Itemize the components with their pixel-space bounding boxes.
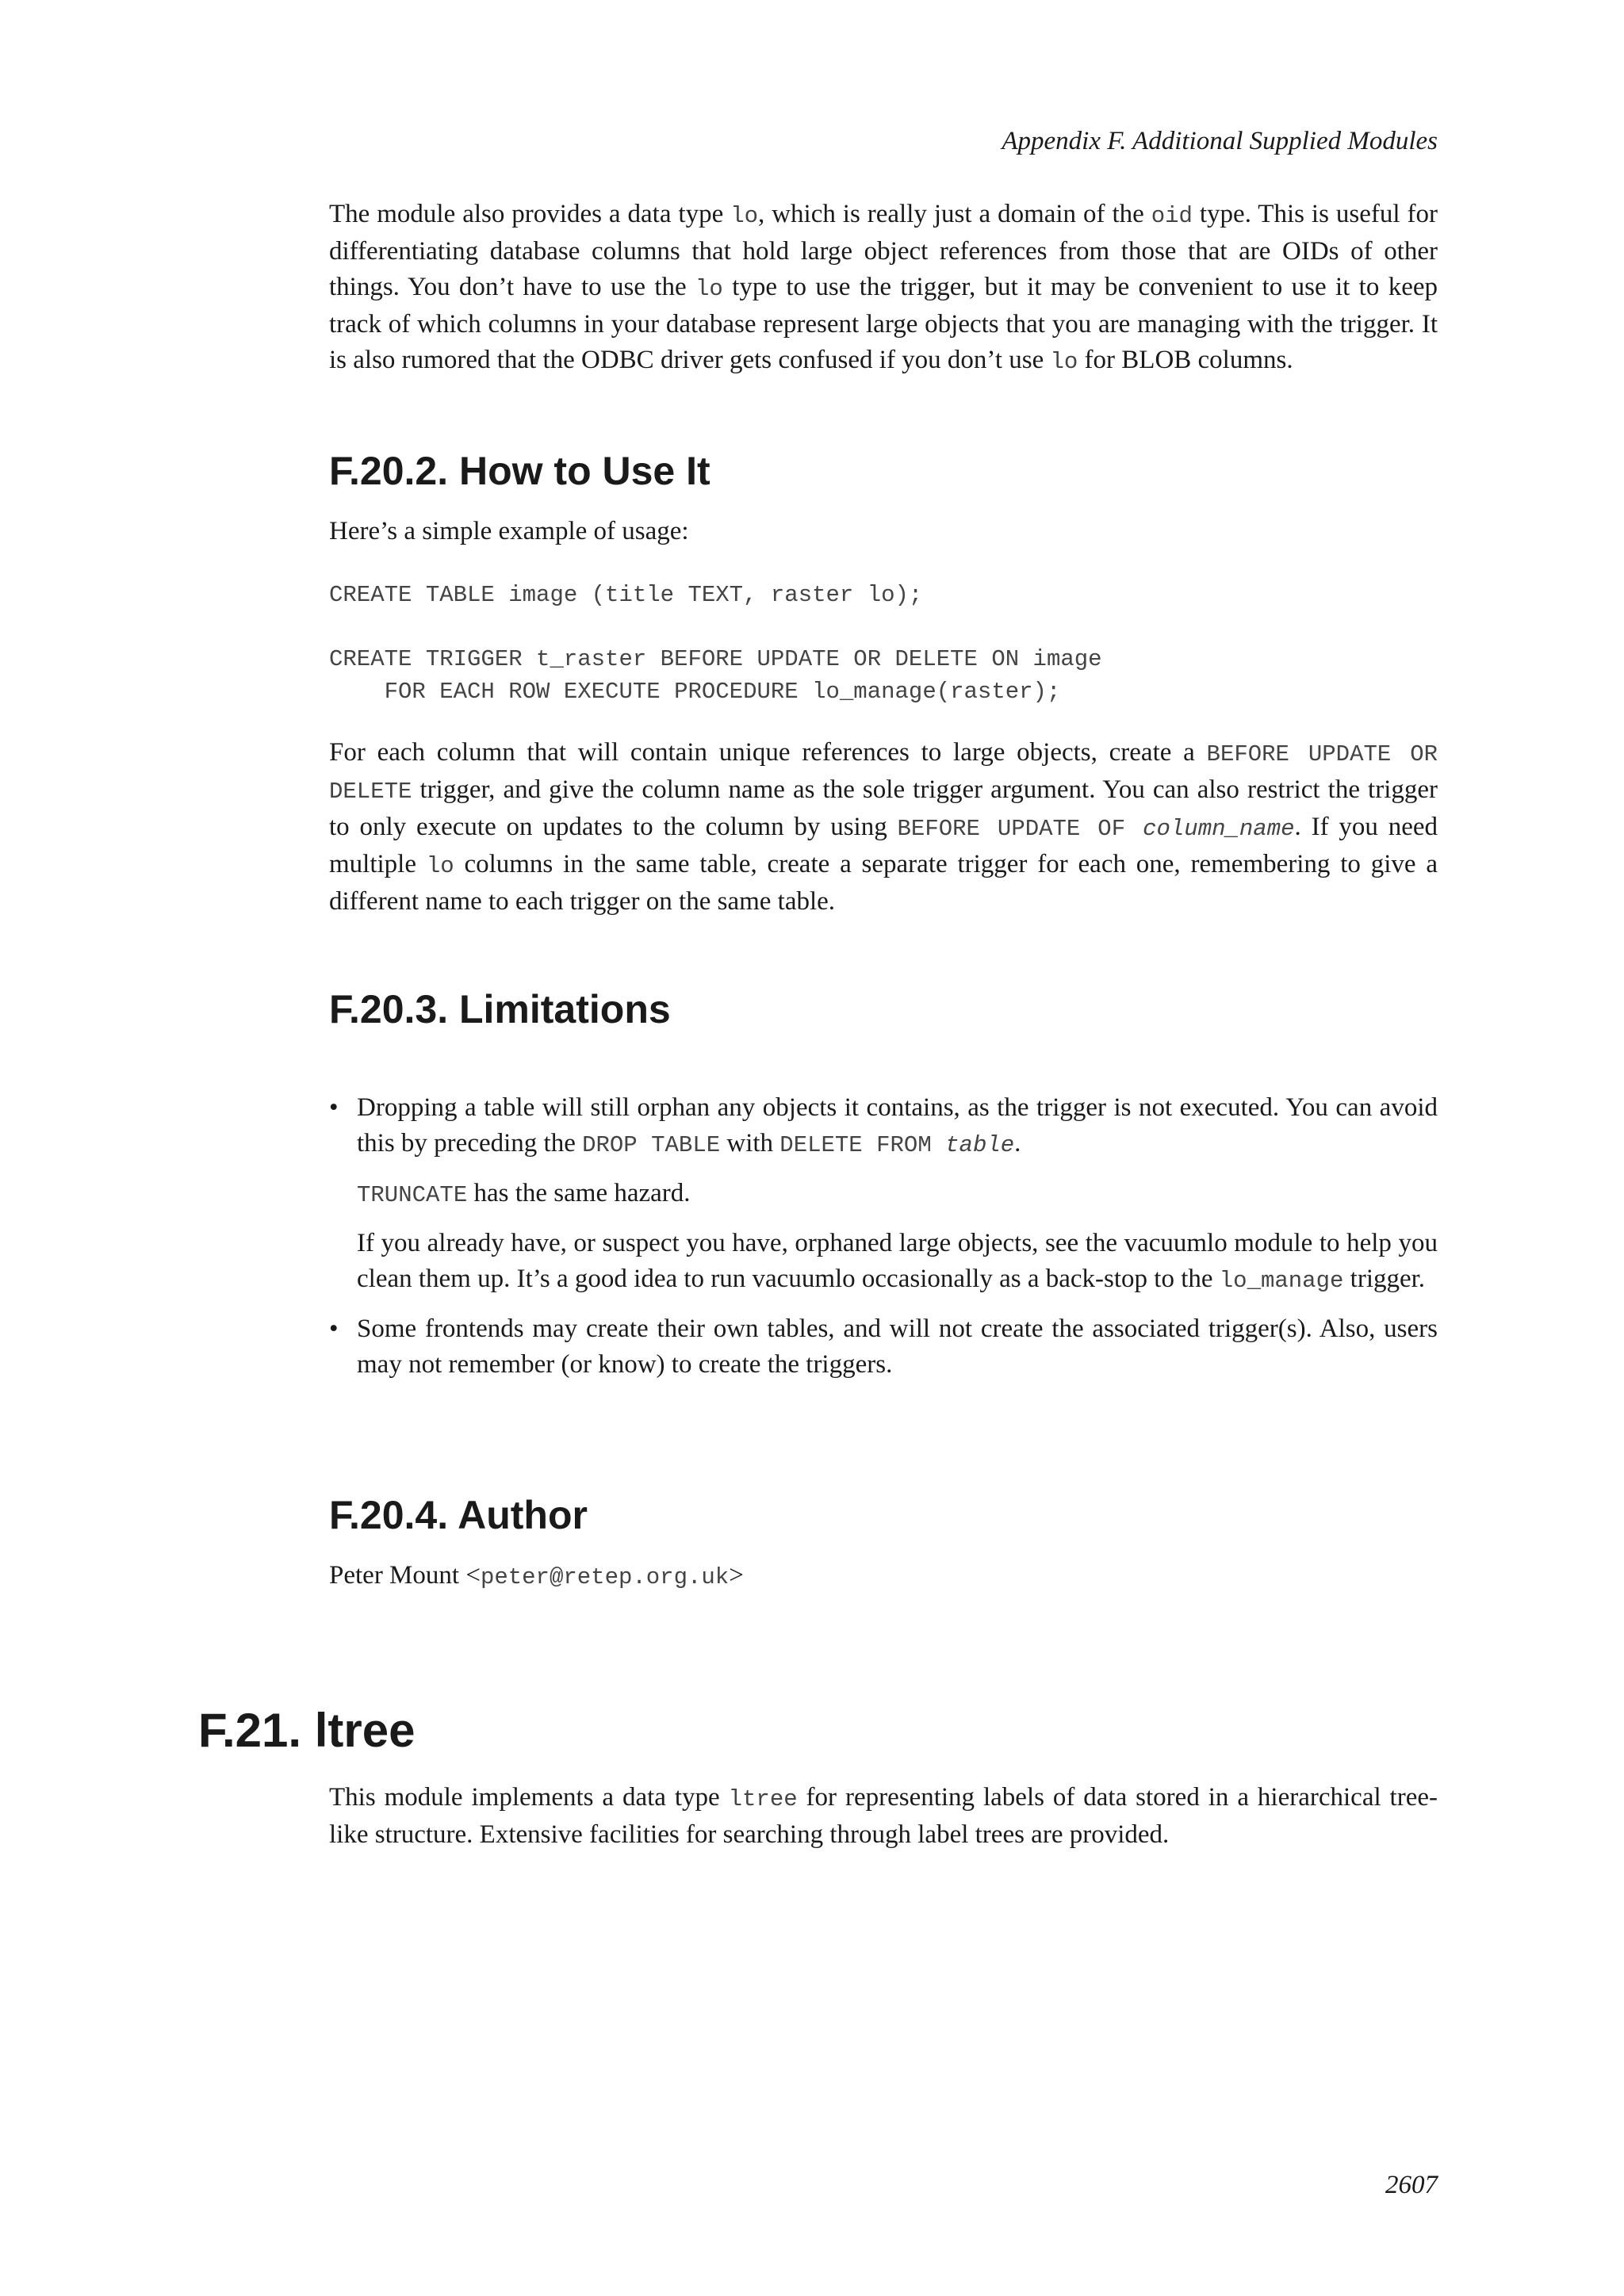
author-email: peter@retep.org.uk bbox=[480, 1564, 730, 1590]
text-run: has the same hazard. bbox=[467, 1179, 691, 1207]
list-item-paragraph bbox=[357, 1090, 1438, 1163]
list-item-paragraph: Some frontends may create their own tables, and will not create the associated trigger(s). Also, users may not remember (or know) to create the triggers. bbox=[357, 1314, 1438, 1379]
text-run: for BLOB columns. bbox=[1078, 346, 1293, 374]
inline-code: lo bbox=[426, 853, 454, 879]
text-run: The module also provides a data type bbox=[329, 200, 731, 228]
bullet-icon: • bbox=[329, 1093, 339, 1122]
text-run: . If you need multiple bbox=[329, 813, 1438, 878]
limitations-list-block bbox=[329, 1090, 1438, 1395]
list-item bbox=[329, 1311, 1438, 1383]
section-heading-how-to-use: F.20.2. How to Use It bbox=[329, 449, 710, 493]
author-line bbox=[329, 1558, 1438, 1595]
author-name: Peter Mount < bbox=[329, 1561, 481, 1590]
inline-code: DELETE FROM bbox=[779, 1132, 946, 1158]
text-run: , which is really just a domain of the bbox=[758, 200, 1151, 228]
inline-code: ltree bbox=[728, 1786, 798, 1812]
intro-paragraph bbox=[329, 197, 1438, 380]
chapter-heading-ltree: F.21. ltree bbox=[198, 1704, 416, 1757]
inline-code: BEFORE UPDATE OR DELETE bbox=[329, 741, 1438, 805]
how-to-use-paragraph-block bbox=[329, 735, 1438, 920]
text-run: For each column that will contain unique references to large objects, create a bbox=[329, 738, 1207, 767]
text-run: Dropping a table will still orphan any objects it contains, as the trigger is not executed. You can avoid this by preceding the bbox=[357, 1093, 1438, 1158]
how-to-use-paragraph bbox=[329, 735, 1438, 920]
section-heading-author: F.20.4. Author bbox=[329, 1493, 588, 1537]
inline-code-italic: column_name bbox=[1143, 816, 1295, 842]
inline-code-italic: table bbox=[945, 1132, 1015, 1158]
inline-code: lo bbox=[695, 276, 723, 302]
text-run: with bbox=[720, 1129, 780, 1158]
how-to-use-lead: Here’s a simple example of usage: bbox=[329, 517, 689, 545]
text-run: . bbox=[1014, 1129, 1021, 1158]
text-run: columns in the same table, create a separate trigger for each one, remembering to give a different name to each trigger on the same table. bbox=[329, 850, 1438, 916]
inline-code: lo bbox=[730, 203, 758, 229]
inline-code: DROP TABLE bbox=[582, 1132, 721, 1158]
text-run: If you already have, or suspect you have, orphaned large objects, see the vacuumlo module to help you clean them up. It’s a good idea to run vacuumlo occasionally as a back-stop to the bbox=[357, 1229, 1438, 1293]
text-run: trigger. bbox=[1343, 1265, 1426, 1293]
text-run: type. This is useful for differentiating database columns that hold large object references from those that are OIDs of other things. You don’t have to use the bbox=[329, 200, 1438, 301]
code-create-table: CREATE TABLE image (title TEXT, raster lo); bbox=[329, 582, 923, 608]
text-run: This module implements a data type bbox=[329, 1783, 729, 1812]
author-block bbox=[329, 1558, 1438, 1595]
ltree-paragraph-block bbox=[329, 1780, 1438, 1853]
page-number: 2607 bbox=[1385, 2171, 1438, 2199]
list-item-paragraph bbox=[357, 1176, 1438, 1213]
intro-paragraph-block bbox=[329, 197, 1438, 380]
text-run: trigger, and give the column name as the sole trigger argument. You can also restrict the trigger to only execute on updates to the column by using bbox=[329, 775, 1438, 841]
code-example-2 bbox=[329, 643, 1438, 708]
inline-code: lo bbox=[1050, 349, 1078, 375]
inline-code: BEFORE UPDATE OF bbox=[897, 816, 1143, 842]
code-example-1 bbox=[329, 579, 1438, 611]
list-item-paragraph bbox=[357, 1226, 1438, 1299]
how-to-use-block bbox=[329, 514, 1438, 549]
text-run: type to use the trigger, but it may be convenient to use it to keep track of which columns in your database represent large objects that you are managing with the trigger. It is also rumored that the ODBC driver gets confused if you don’t use bbox=[329, 273, 1438, 374]
inline-code: lo_manage bbox=[1219, 1268, 1344, 1294]
limitations-list bbox=[329, 1090, 1438, 1383]
bullet-icon: • bbox=[329, 1314, 339, 1343]
ltree-paragraph bbox=[329, 1780, 1438, 1853]
list-item bbox=[329, 1090, 1438, 1299]
section-heading-limitations: F.20.3. Limitations bbox=[329, 987, 671, 1031]
inline-code: TRUNCATE bbox=[357, 1182, 468, 1208]
text-run: > bbox=[729, 1561, 744, 1590]
running-header: Appendix F. Additional Supplied Modules bbox=[1002, 127, 1438, 155]
inline-code: oid bbox=[1151, 203, 1193, 229]
text-run: for representing labels of data stored in a hierarchical tree-like structure. Extensive facilities for searching through label trees are provided. bbox=[329, 1783, 1438, 1849]
code-create-trigger: CREATE TRIGGER t_raster BEFORE UPDATE OR DELETE ON image FOR EACH ROW EXECUTE PROCEDURE lo_manage(raster); bbox=[329, 646, 1102, 705]
